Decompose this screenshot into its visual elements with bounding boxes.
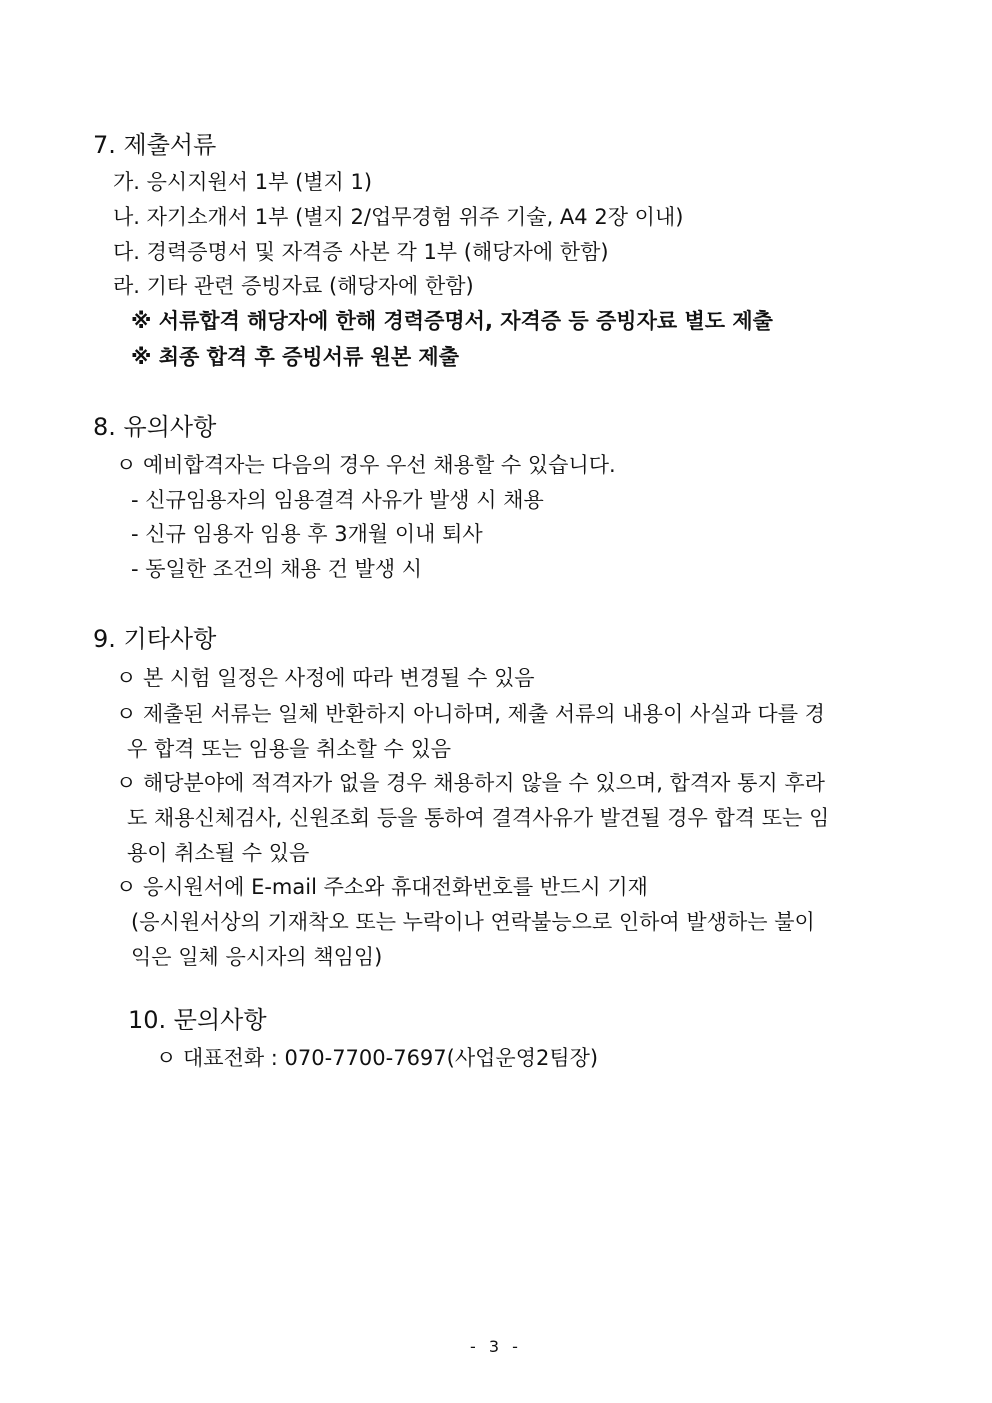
section-9-bullet-4-line-1: ㅇ 응시원서에 E-mail 주소와 휴대전화번호를 반드시 기재: [116, 875, 648, 899]
section-8-bullet: ㅇ 예비합격자는 다음의 경우 우선 채용할 수 있습니다.: [116, 453, 616, 477]
section-7-item-ra: 라. 기타 관련 증빙자료 (해당자에 한함): [113, 274, 474, 298]
section-9-bullet-2-line-1: ㅇ 제출된 서류는 일체 반환하지 아니하며, 제출 서류의 내용이 사실과 다를 경: [116, 702, 825, 726]
section-10-contact: ㅇ 대표전화 : 070-7700-7697(사업운영2팀장): [156, 1046, 599, 1070]
page-number: - 3 -: [470, 1337, 522, 1356]
section-9-bullet-3-line-2: 도 채용신체검사, 신원조회 등을 통하여 결격사유가 발견될 경우 합격 또는 임: [127, 806, 830, 830]
section-8-title: 8. 유의사항: [93, 413, 217, 441]
section-9-bullet-3-line-1: ㅇ 해당분야에 적격자가 없을 경우 채용하지 않을 수 있으며, 합격자 통지 후라: [116, 771, 825, 795]
section-7-item-da: 다. 경력증명서 및 자격증 사본 각 1부 (해당자에 한함): [113, 240, 609, 264]
section-8-sub-2: - 신규 임용자 임용 후 3개월 이내 퇴사: [131, 522, 483, 546]
section-9-bullet-4-line-3: 익은 일체 응시자의 책임임): [131, 945, 383, 969]
section-7-note-1: ※ 서류합격 해당자에 한해 경력증명서, 자격증 등 증빙자료 별도 제출: [131, 309, 773, 333]
section-8-sub-3: - 동일한 조건의 채용 건 발생 시: [131, 557, 423, 581]
section-8-sub-1: - 신규임용자의 임용결격 사유가 발생 시 채용: [131, 488, 544, 512]
section-9-bullet-4-line-2: (응시원서상의 기재착오 또는 누락이나 연락불능으로 인하여 발생하는 불이: [131, 910, 815, 934]
section-7-item-ga: 가. 응시지원서 1부 (별지 1): [113, 170, 373, 194]
section-9-bullet-1: ㅇ 본 시험 일정은 사정에 따라 변경될 수 있음: [116, 666, 535, 690]
section-7-item-na: 나. 자기소개서 1부 (별지 2/업무경험 위주 기술, A4 2장 이내): [113, 205, 684, 229]
section-9-bullet-2-line-2: 우 합격 또는 임용을 취소할 수 있음: [127, 737, 452, 761]
section-9-bullet-3-line-3: 용이 취소될 수 있음: [127, 841, 310, 865]
section-10-title: 10. 문의사항: [128, 1006, 267, 1034]
section-7-title: 7. 제출서류: [93, 131, 217, 159]
section-9-title: 9. 기타사항: [93, 625, 217, 653]
section-7-note-2: ※ 최종 합격 후 증빙서류 원본 제출: [131, 345, 459, 369]
